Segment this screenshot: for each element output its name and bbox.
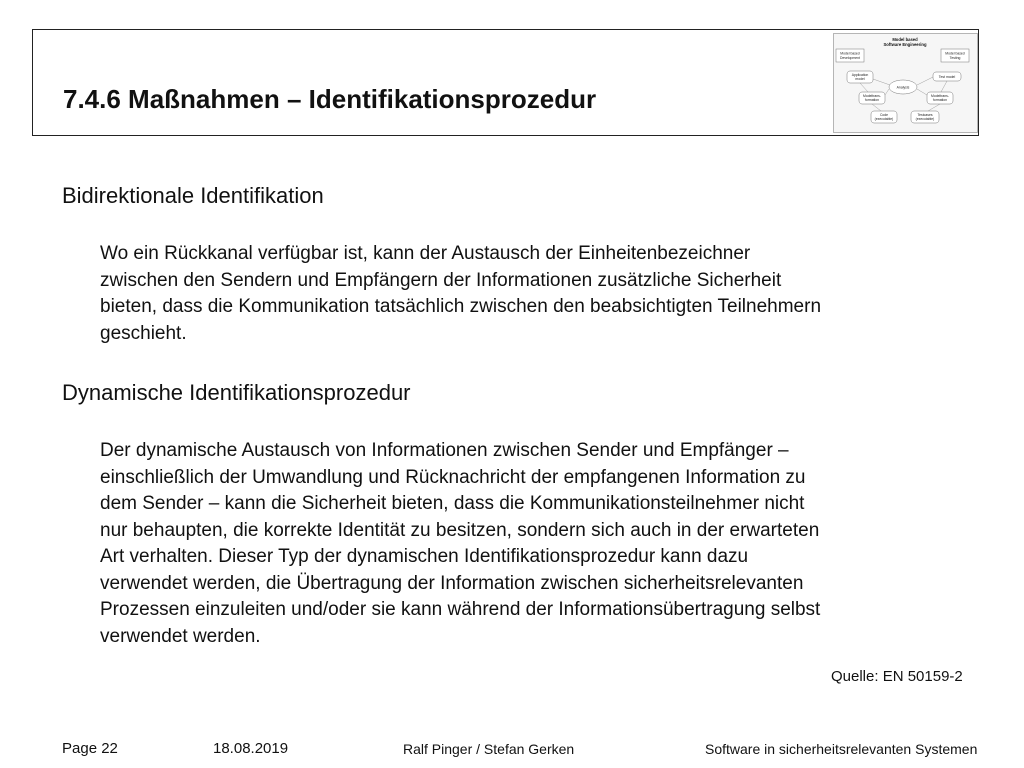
diagram-right-top-2: Testing xyxy=(949,56,961,60)
body-line: dem Sender – kann die Sicherheit bieten, dass die Kommunikationsteilnehmer nicht xyxy=(100,493,805,514)
diagram-top-title-2: Software Engineering xyxy=(883,42,927,47)
section-body-dynamic xyxy=(100,438,980,650)
body-line: verwendet werden. xyxy=(100,625,261,647)
source-citation: Quelle: EN 50159-2 xyxy=(831,668,963,685)
body-line: Wo ein Rückkanal verfügbar ist, kann der Austausch der Einheitenbezeichner xyxy=(100,243,751,264)
body-line: Art verhalten. Dieser Typ der dynamischen Identifikationsprozedur kann dazu xyxy=(100,546,749,567)
section-heading-dynamic: Dynamische Identifikationsprozedur xyxy=(62,380,411,405)
diagram-testcases-1: Testcases xyxy=(917,113,933,117)
diagram-right-top-1: Model based xyxy=(945,51,965,56)
diagram-test-model: Test model xyxy=(938,75,956,79)
diagram-right-transform-2: formation xyxy=(932,98,948,102)
diagram-code-2: (executable) xyxy=(874,117,894,121)
title-box xyxy=(32,29,979,136)
diagram-left-top-2: Development xyxy=(840,56,860,60)
body-line: bieten, dass die Kommunikation tatsächlich zwischen den beabsichtigten Teilnehmern xyxy=(100,296,822,317)
body-line: zwischen den Sendern und Empfängern der Informationen zusätzliche Sicherheit xyxy=(100,269,782,291)
body-line: einschließlich der Umwandlung und Rücknachricht der empfangenen Information zu xyxy=(100,466,806,488)
diagram-left-top-1: Model based xyxy=(840,51,860,56)
diagram-top-title-1: Model based xyxy=(892,37,918,42)
footer-authors: Ralf Pinger / Stefan Gerken xyxy=(403,741,575,757)
body-line: verwendet werden, die Übertragung der Information zwischen sicherheitsrelevanten xyxy=(100,572,804,594)
body-line: nur behaupten, die korrekte Identität zu besitzen, sondern sich auch in der erwarteten xyxy=(100,519,820,541)
diagram-application-2: model xyxy=(855,77,865,81)
diagram-testcases-2: (executable) xyxy=(915,117,935,121)
model-based-engineering-diagram xyxy=(833,33,978,133)
section-heading-bidirectional: Bidirektionale Identifikation xyxy=(62,183,324,208)
diagram-left-transform-2: formation xyxy=(864,98,880,102)
body-line: geschieht. xyxy=(100,322,187,344)
footer-page-number: Page 22 xyxy=(62,740,118,757)
diagram-right-transform-1: Modeltrans- xyxy=(931,94,949,98)
section-body-bidirectional xyxy=(100,241,980,347)
body-line: Der dynamische Austausch von Informationen zwischen Sender und Empfänger – xyxy=(100,440,789,461)
footer-course-title: Software in sicherheitsrelevanten Systemen xyxy=(705,741,978,757)
slide-title: 7.4.6 Maßnahmen – Identifikationsprozedur xyxy=(63,84,597,114)
diagram-analysis: Analysis xyxy=(896,85,910,90)
body-line: Prozessen einzuleiten und/oder sie kann während der Informationsübertragung selbst xyxy=(100,599,821,620)
diagram-application-1: Application xyxy=(851,73,869,77)
diagram-left-transform-1: Modeltrans- xyxy=(863,94,881,98)
footer-date: 18.08.2019 xyxy=(213,740,289,757)
diagram-code-1: Code xyxy=(879,113,889,117)
